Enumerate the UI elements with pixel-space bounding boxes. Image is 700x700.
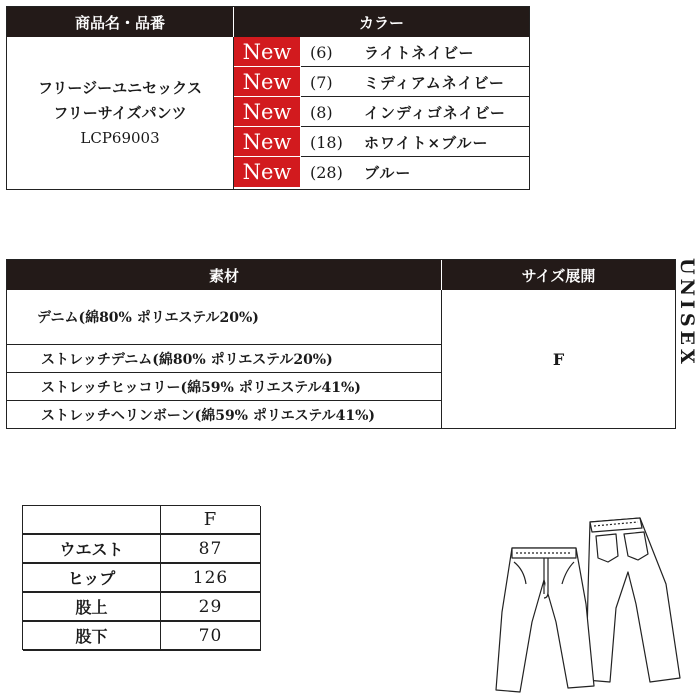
color-name: ブルー: [364, 163, 412, 182]
measure-label: ヒップ: [23, 564, 161, 593]
product-code: LCP69003: [80, 128, 160, 147]
color-row: [234, 157, 529, 187]
measure-label: ウエスト: [23, 535, 161, 564]
color-code: (28): [310, 162, 343, 182]
color-code: (6): [310, 42, 333, 62]
color-name: ホワイト×ブルー: [364, 133, 489, 152]
measure-label: 股下: [23, 622, 161, 651]
unisex-label: UNISEX: [676, 258, 698, 368]
product-color-table: [6, 6, 530, 190]
material-row: ストレッチヘリンボーン(綿59% ポリエステル41%): [41, 408, 376, 424]
pants-back-view: [586, 518, 680, 682]
new-badge: New: [234, 157, 300, 187]
measure-value: 70: [161, 622, 261, 651]
empty-corner-cell: [23, 506, 161, 535]
color-row: [234, 37, 529, 67]
color-row: [234, 67, 529, 97]
color-name: ライトネイビー: [364, 43, 475, 62]
material-row: デニム(綿80% ポリエステル20%): [37, 310, 259, 326]
new-badge: New: [234, 37, 300, 67]
color-code: (7): [310, 72, 333, 92]
measure-value: 29: [161, 593, 261, 622]
color-code: (8): [310, 102, 333, 122]
new-badge: New: [234, 127, 300, 157]
product-info: [7, 37, 233, 189]
color-name: ミディアムネイビー: [364, 73, 505, 92]
color-row: [234, 97, 529, 127]
header-material: 素材: [7, 260, 442, 290]
header-color: カラー: [234, 7, 529, 37]
color-code: (18): [310, 132, 343, 152]
pants-front-view: [496, 548, 594, 692]
material-row: ストレッチヒッコリー(綿59% ポリエステル41%): [41, 379, 361, 396]
header-product: 商品名・品番: [7, 7, 234, 37]
size-chart-table: [22, 505, 260, 650]
product-name-line1: フリージーユニセックス: [38, 78, 202, 97]
color-name: インディゴネイビー: [364, 103, 506, 122]
measure-value: 126: [161, 564, 261, 593]
material-size-table: [6, 259, 676, 429]
header-size: サイズ展開: [442, 260, 675, 290]
product-name-line2: フリーサイズパンツ: [53, 103, 187, 122]
new-badge: New: [234, 67, 300, 97]
color-row: [234, 127, 529, 157]
new-badge: New: [234, 97, 300, 127]
size-column-header: F: [161, 506, 261, 535]
measure-label: 股上: [23, 593, 161, 622]
size-value: F: [552, 349, 565, 369]
measure-value: 87: [161, 535, 261, 564]
pants-illustration: [490, 512, 690, 697]
material-row: ストレッチデニム(綿80% ポリエステル20%): [41, 351, 333, 368]
